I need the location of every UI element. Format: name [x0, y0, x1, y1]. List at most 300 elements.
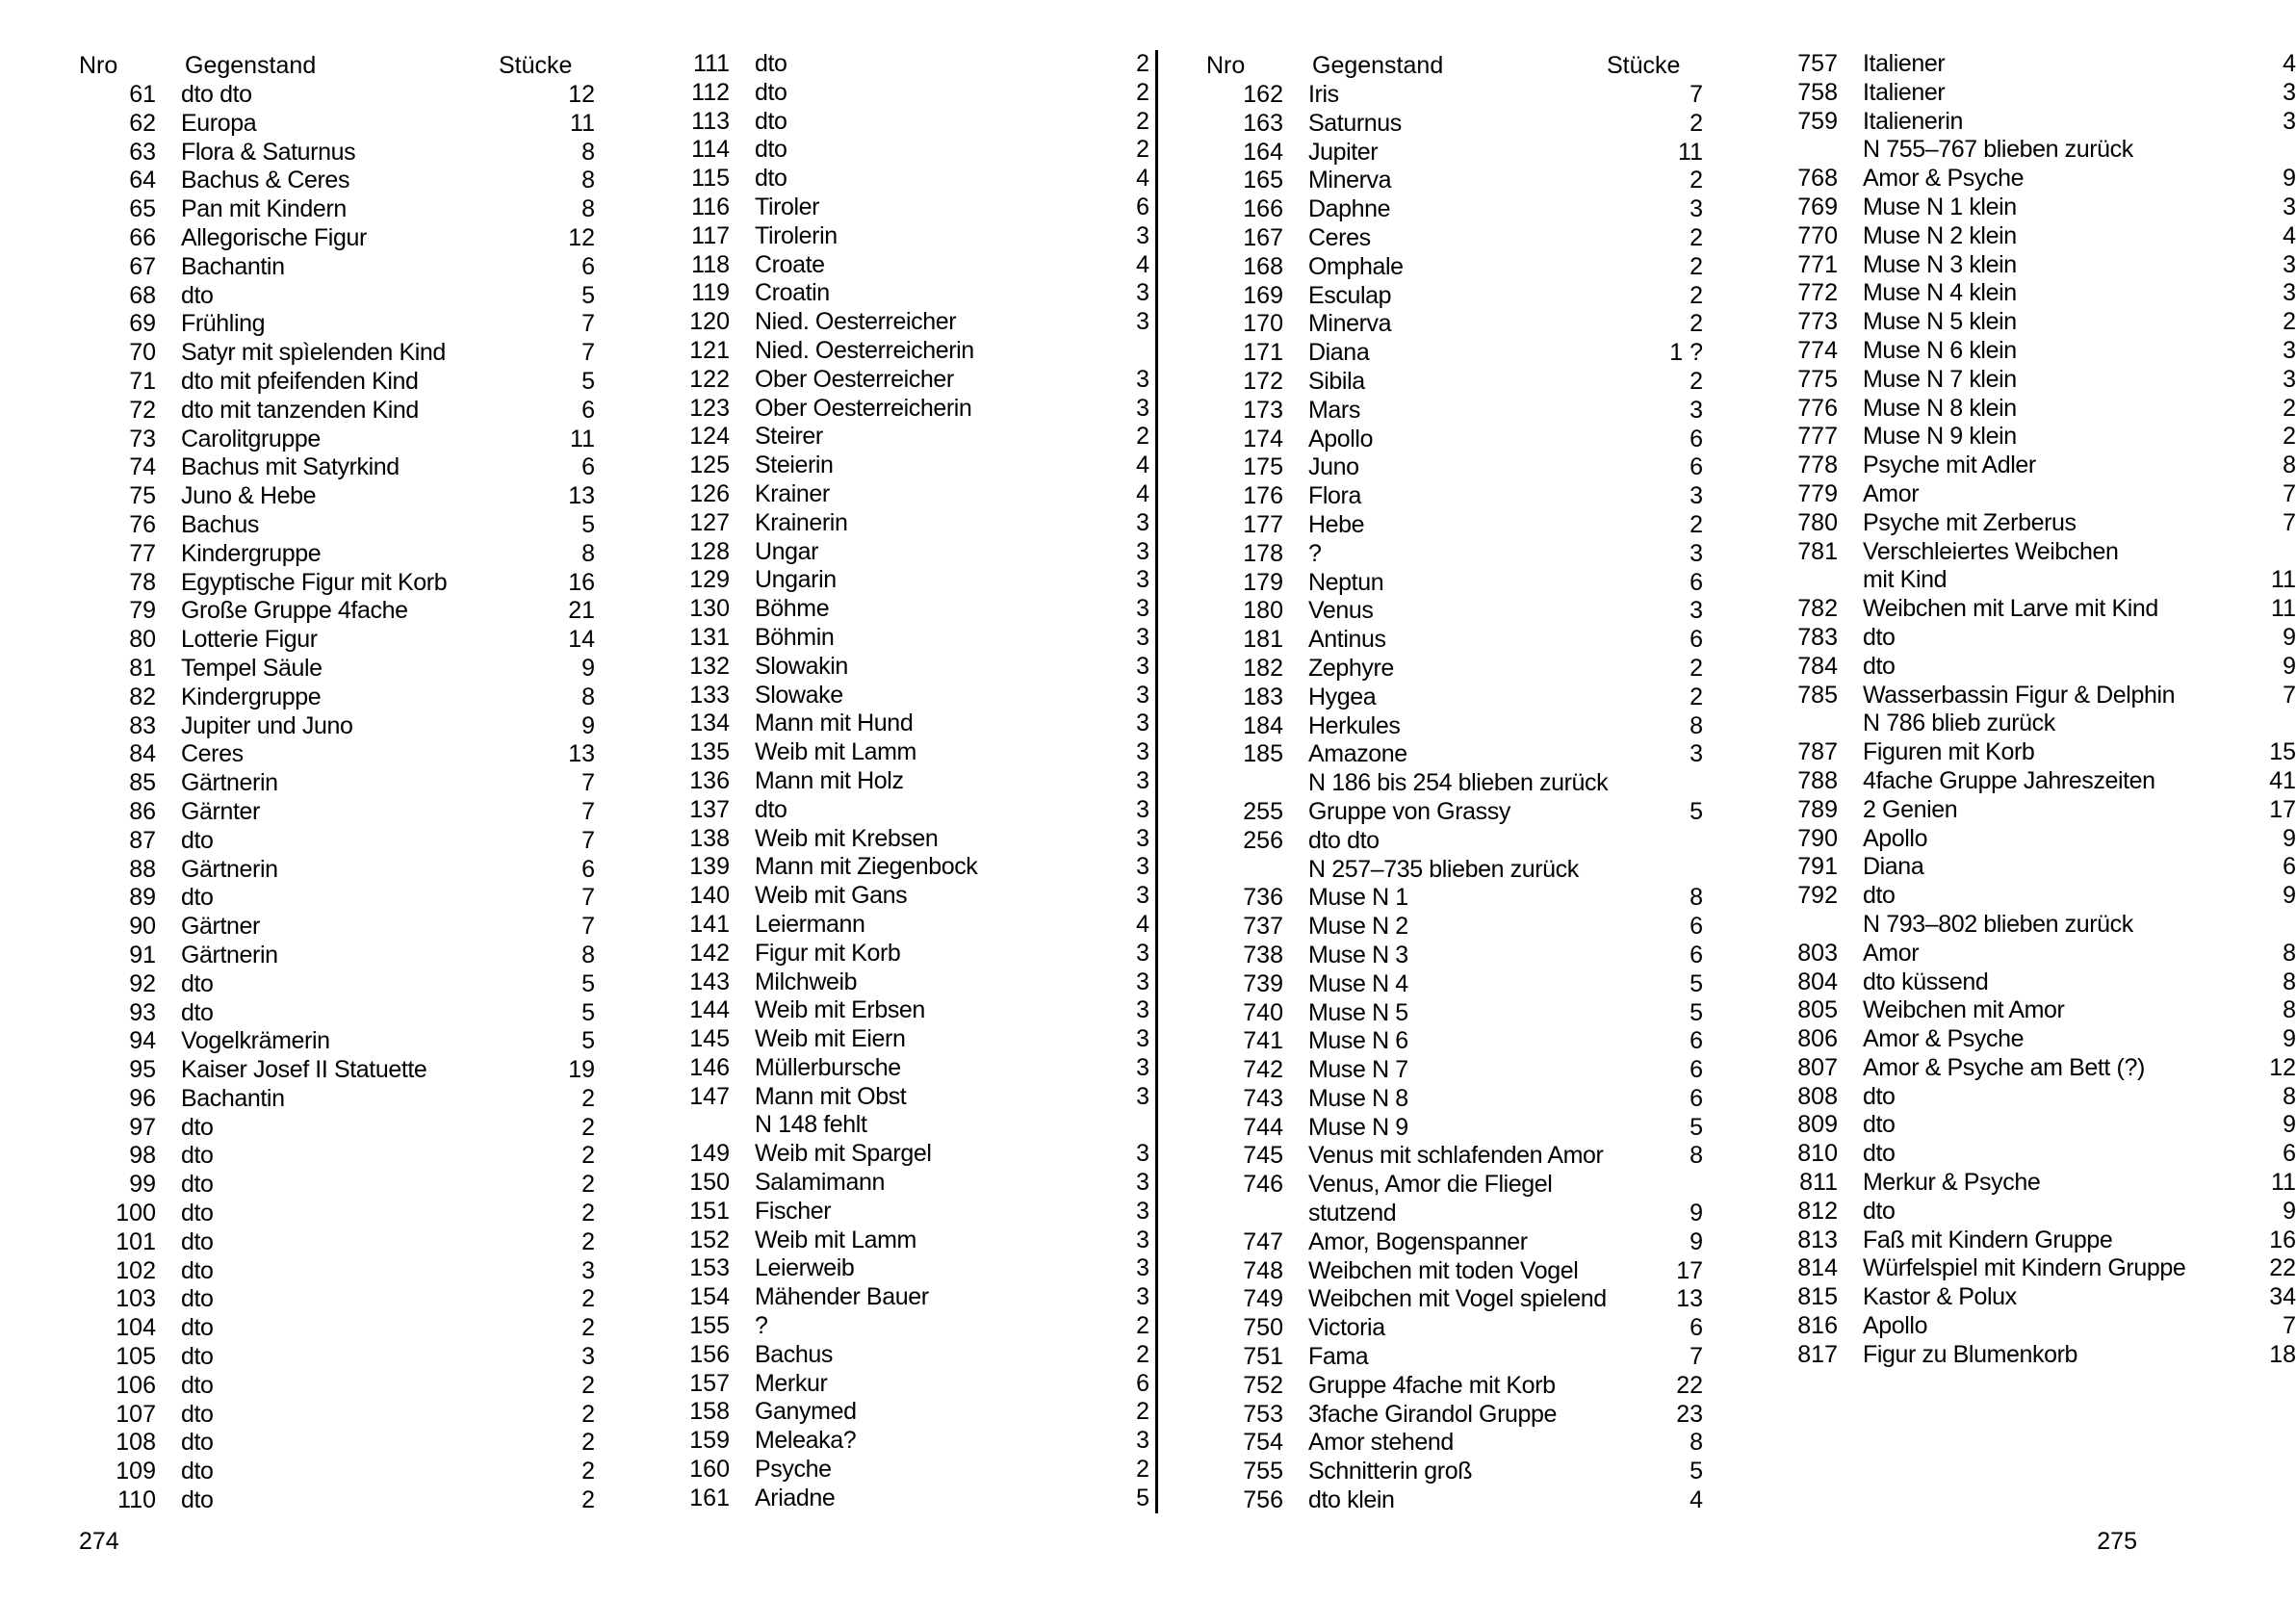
table-row	[1757, 366, 2296, 395]
cell-object: dto	[1863, 652, 1896, 680]
cell-pieces: 8	[2283, 452, 2296, 479]
cell-pieces: 3	[1136, 968, 1149, 995]
cell-pieces: 5	[581, 969, 595, 997]
table-row	[649, 308, 1149, 337]
cell-object: Muse N 6 klein	[1863, 336, 2017, 364]
table-row	[75, 1429, 595, 1458]
cell-pieces: 16	[2269, 1226, 2296, 1253]
table-row	[1202, 1257, 1703, 1286]
cell-object: Muse N 7 klein	[1863, 365, 2017, 393]
page-footer	[0, 1528, 2212, 1566]
cell-nro: 102	[116, 1256, 156, 1284]
cell-object: Figur zu Blumenkorb	[1863, 1340, 2078, 1368]
cell-pieces: 2	[1690, 367, 1703, 395]
cell-object: dto	[181, 826, 214, 854]
cell-object: dto dto	[1308, 826, 1380, 854]
cell-nro: 105	[116, 1343, 156, 1371]
cell-pieces: 11	[570, 425, 595, 452]
table-row	[649, 682, 1149, 710]
cell-nro: 150	[689, 1169, 730, 1197]
cell-pieces: 3	[1136, 1025, 1149, 1053]
cell-object: Bachus	[755, 1340, 833, 1368]
table-row	[649, 1054, 1149, 1083]
cell-object: Gärtnerin	[181, 769, 278, 797]
cell-nro: 754	[1243, 1429, 1283, 1457]
cell-nro: 109	[116, 1458, 156, 1485]
cell-nro: 147	[689, 1082, 730, 1110]
cell-nro: 775	[1797, 365, 1838, 393]
table-row	[75, 970, 595, 999]
cell-nro: 97	[129, 1113, 156, 1141]
cell-pieces: 2	[1136, 107, 1149, 135]
cell-pieces: 5	[581, 281, 595, 309]
table-row	[649, 251, 1149, 280]
cell-object: Frühling	[181, 310, 266, 338]
cell-object: Minerva	[1308, 310, 1392, 338]
cell-pieces: 34	[2269, 1283, 2296, 1311]
cell-pieces: 3	[1136, 508, 1149, 536]
table-row	[1757, 79, 2296, 108]
cell-pieces: 9	[1690, 1200, 1703, 1227]
table-row	[75, 626, 595, 655]
cell-pieces: 5	[1690, 797, 1703, 825]
cell-pieces: 6	[2283, 1140, 2296, 1168]
note-row	[1202, 769, 1703, 798]
cell-nro: 92	[129, 969, 156, 997]
cell-object: dto küssend	[1863, 968, 1989, 995]
cell-object: Muse N 4	[1308, 969, 1408, 997]
table-row	[649, 1169, 1149, 1198]
cell-nro: 77	[129, 539, 156, 567]
cell-nro: 181	[1243, 626, 1283, 654]
cell-pieces: 9	[2283, 1111, 2296, 1139]
table-row	[1757, 1312, 2296, 1341]
table-row	[1757, 996, 2296, 1025]
cell-pieces: 3	[581, 1256, 595, 1284]
cell-object: dto dto	[181, 81, 252, 108]
table-row	[75, 1200, 595, 1228]
cell-nro: 803	[1797, 939, 1838, 967]
cell-pieces: 9	[2283, 623, 2296, 651]
cell-pieces: 3	[1136, 795, 1149, 823]
cell-object: Tempel Säule	[181, 654, 322, 682]
cell-nro: 107	[116, 1400, 156, 1428]
cell-object: Muse N 9	[1308, 1113, 1408, 1141]
cell-pieces: 3	[1690, 740, 1703, 768]
cell-nro: 63	[129, 138, 156, 166]
table-row	[649, 50, 1149, 79]
table-row	[649, 882, 1149, 911]
table-row	[649, 825, 1149, 854]
cell-pieces: 3	[1136, 1427, 1149, 1455]
table-row	[75, 712, 595, 741]
cell-nro: 744	[1243, 1113, 1283, 1141]
cell-object: Amazone	[1308, 740, 1407, 768]
cell-nro: 175	[1243, 453, 1283, 481]
table-row	[649, 165, 1149, 194]
cell-pieces: 3	[2283, 78, 2296, 106]
cell-pieces: 12	[568, 81, 595, 108]
header-object: Gegenstand	[1312, 52, 1444, 79]
cell-object: Böhme	[755, 595, 830, 623]
table-row	[649, 653, 1149, 682]
cell-nro: 72	[129, 396, 156, 424]
cell-nro: 100	[116, 1200, 156, 1227]
table-row	[75, 426, 595, 454]
cell-object: Ungar	[755, 537, 819, 565]
cell-nro: 792	[1797, 882, 1838, 910]
cell-nro: 82	[129, 683, 156, 710]
cell-object: Italiener	[1863, 78, 1946, 106]
cell-pieces: 5	[581, 998, 595, 1026]
cell-pieces: 2	[1136, 1312, 1149, 1340]
cell-nro: 742	[1243, 1056, 1283, 1084]
table-row	[649, 853, 1149, 882]
cell-object: Kastor & Polux	[1863, 1283, 2017, 1311]
table-row	[1202, 884, 1703, 913]
table-row	[1202, 942, 1703, 970]
cell-nro: 120	[689, 308, 730, 336]
cell-nro: 145	[689, 1025, 730, 1053]
table-row	[1202, 224, 1703, 253]
table-row	[1202, 1085, 1703, 1114]
cell-object: Steirer	[755, 423, 823, 451]
cell-nro: 736	[1243, 884, 1283, 912]
table-row	[649, 996, 1149, 1025]
table-row	[1202, 397, 1703, 426]
cell-nro: 808	[1797, 1082, 1838, 1110]
cell-object: Slowake	[755, 681, 843, 709]
cell-pieces: 3	[2283, 279, 2296, 307]
cell-object: Milchweib	[755, 968, 858, 995]
cell-pieces: 13	[568, 482, 595, 510]
table-row	[1202, 426, 1703, 454]
table-row	[649, 566, 1149, 595]
cell-pieces: 7	[581, 826, 595, 854]
cell-nro: 743	[1243, 1084, 1283, 1112]
header-object: Gegenstand	[185, 52, 317, 79]
table-row	[75, 1027, 595, 1056]
table-row	[1757, 251, 2296, 280]
cell-object: dto	[181, 998, 214, 1026]
cell-nro: 771	[1797, 250, 1838, 278]
cell-pieces: 6	[581, 453, 595, 481]
table-row	[649, 1341, 1149, 1370]
table-row	[1202, 167, 1703, 195]
table-row	[1202, 913, 1703, 942]
header-pieces: Stücke	[499, 52, 573, 79]
table-row	[1757, 853, 2296, 882]
table-row	[1202, 1027, 1703, 1056]
cell-pieces: 3	[2283, 365, 2296, 393]
table-row	[649, 1312, 1149, 1341]
cell-pieces: 3	[1136, 394, 1149, 422]
cell-object: 2 Genien	[1863, 795, 1958, 823]
table-row	[649, 279, 1149, 308]
table-row	[1757, 882, 2296, 911]
cell-object: Schnitterin groß	[1308, 1458, 1473, 1485]
cell-object: Merkur	[755, 1369, 828, 1397]
cell-object: Italiener	[1863, 50, 1946, 77]
cell-pieces: 5	[581, 1027, 595, 1055]
cell-object: Gruppe 4fache mit Korb	[1308, 1371, 1556, 1399]
cell-pieces: 16	[568, 568, 595, 596]
note-row	[1202, 856, 1703, 885]
table-row	[649, 366, 1149, 395]
cell-nro: 155	[689, 1312, 730, 1340]
cell-nro: 163	[1243, 109, 1283, 137]
cell-object: Gärnter	[181, 797, 260, 825]
cell-nro: 782	[1797, 595, 1838, 623]
cell-object: Victoria	[1308, 1314, 1385, 1342]
cell-nro: 156	[689, 1340, 730, 1368]
cell-object: dto	[755, 795, 787, 823]
cell-nro: 152	[689, 1226, 730, 1253]
table-row	[649, 767, 1149, 796]
cell-nro: 165	[1243, 167, 1283, 194]
cell-nro: 139	[689, 853, 730, 881]
cell-pieces: 2	[581, 1227, 595, 1255]
cell-nro: 135	[689, 738, 730, 766]
cell-object: Ceres	[1308, 223, 1371, 251]
cell-nro: 69	[129, 310, 156, 338]
table-row	[649, 968, 1149, 997]
table-row	[1202, 110, 1703, 139]
cell-pieces: 6	[1690, 1056, 1703, 1084]
cell-nro: 129	[689, 566, 730, 594]
cell-object: Venus	[1308, 597, 1374, 625]
cell-pieces: 6	[1690, 626, 1703, 654]
cell-object: Ober Oesterreicher	[755, 365, 954, 393]
cell-nro: 80	[129, 626, 156, 654]
cell-nro: 772	[1797, 279, 1838, 307]
cell-nro: 87	[129, 826, 156, 854]
cell-nro: 122	[689, 365, 730, 393]
cell-nro: 130	[689, 595, 730, 623]
cell-nro: 255	[1243, 797, 1283, 825]
cell-object: Allegorische Figur	[181, 223, 367, 251]
cell-object: Omphale	[1308, 252, 1404, 280]
header-nro: Nro	[1206, 52, 1246, 79]
cell-pieces: 2	[1136, 136, 1149, 164]
cell-nro: 121	[689, 336, 730, 364]
header-nro: Nro	[79, 52, 118, 79]
cell-object: Kindergruppe	[181, 683, 322, 710]
table-row	[1757, 395, 2296, 424]
cell-object: Egyptische Figur mit Korb	[181, 568, 448, 596]
cell-pieces: 4	[1136, 165, 1149, 193]
table-row	[75, 798, 595, 827]
cell-pieces: 3	[1690, 195, 1703, 223]
cell-object: Bachantin	[181, 1084, 285, 1112]
table-row	[75, 1458, 595, 1486]
table-row	[1757, 452, 2296, 480]
cell-pieces: 2	[581, 1371, 595, 1399]
cell-pieces: 2	[581, 1171, 595, 1199]
cell-nro: 745	[1243, 1142, 1283, 1170]
cell-object: dto mit tanzenden Kind	[181, 396, 419, 424]
cell-object: Psyche mit Adler	[1863, 452, 2036, 479]
cell-nro: 170	[1243, 310, 1283, 338]
cell-object: Vogelkrämerin	[181, 1027, 330, 1055]
cell-nro: 806	[1797, 1025, 1838, 1053]
table-row	[1202, 1285, 1703, 1314]
cell-pieces: 2	[1690, 109, 1703, 137]
cell-pieces: 4	[2283, 50, 2296, 77]
cell-nro: 809	[1797, 1111, 1838, 1139]
table-row	[75, 1228, 595, 1257]
cell-pieces: 11	[2271, 595, 2296, 623]
table-row	[75, 1372, 595, 1401]
column-2	[595, 50, 1149, 1513]
table-row	[75, 1314, 595, 1343]
table-row	[1202, 453, 1703, 482]
cell-object: Muse N 3	[1308, 941, 1408, 968]
cell-object: dto	[755, 136, 787, 164]
note-row	[1757, 710, 2296, 738]
table-row	[1202, 655, 1703, 684]
cell-pieces: 6	[581, 252, 595, 280]
cell-object: Krainer	[755, 479, 830, 507]
cell-nro: 172	[1243, 367, 1283, 395]
cell-nro: 179	[1243, 568, 1283, 596]
table-row	[75, 310, 595, 339]
cell-nro: 70	[129, 339, 156, 367]
cell-pieces: 8	[581, 195, 595, 223]
cell-pieces: 2	[1690, 167, 1703, 194]
cell-nro: 168	[1243, 252, 1283, 280]
table-row	[1202, 253, 1703, 282]
cell-nro: 95	[129, 1056, 156, 1084]
table-row	[1757, 624, 2296, 653]
cell-object: Große Gruppe 4fache	[181, 597, 408, 625]
cell-pieces: 13	[1676, 1285, 1703, 1313]
cell-pieces: 4	[1136, 452, 1149, 479]
cell-object: Zephyre	[1308, 654, 1394, 682]
cell-object: Apollo	[1863, 824, 1928, 852]
cell-pieces: 2	[1136, 1340, 1149, 1368]
cell-pieces: 5	[1690, 1458, 1703, 1485]
cell-object: N 786 blieb zurück	[1863, 710, 2055, 737]
cell-pieces: 11	[2271, 1169, 2296, 1197]
cell-object: Slowakin	[755, 652, 848, 680]
table-row	[1757, 1198, 2296, 1227]
table-row	[1757, 1111, 2296, 1140]
cell-object: Faß mit Kindern Gruppe	[1863, 1226, 2113, 1253]
table-row	[1202, 798, 1703, 827]
cell-nro: 132	[689, 652, 730, 680]
table-row	[1202, 1429, 1703, 1458]
cell-nro: 183	[1243, 683, 1283, 710]
cell-pieces: 2	[581, 1285, 595, 1313]
cell-pieces: 5	[1136, 1484, 1149, 1511]
cell-nro: 146	[689, 1053, 730, 1081]
cell-nro: 777	[1797, 423, 1838, 451]
cell-object: Diana	[1308, 339, 1370, 367]
table-row	[1757, 1025, 2296, 1054]
cell-nro: 256	[1243, 826, 1283, 854]
cell-object: Antinus	[1308, 626, 1386, 654]
table-row	[1757, 940, 2296, 968]
cell-object: Amor & Psyche	[1863, 165, 2025, 193]
table-row	[1757, 108, 2296, 137]
cell-nro: 106	[116, 1371, 156, 1399]
cell-pieces: 8	[2283, 1082, 2296, 1110]
cell-pieces: 9	[1690, 1227, 1703, 1255]
cell-nro: 153	[689, 1254, 730, 1282]
cell-pieces: 17	[1676, 1256, 1703, 1284]
cell-object: Diana	[1863, 853, 1924, 881]
cell-nro: 177	[1243, 510, 1283, 538]
table-row	[649, 423, 1149, 452]
cell-nro: 158	[689, 1398, 730, 1426]
cell-object: dto	[181, 1113, 214, 1141]
cell-pieces: 2	[581, 1486, 595, 1514]
table-row	[1757, 423, 2296, 452]
cell-pieces: 3	[1136, 221, 1149, 249]
cell-nro: 182	[1243, 654, 1283, 682]
cell-pieces: 8	[581, 539, 595, 567]
cell-nro: 128	[689, 537, 730, 565]
table-row	[649, 595, 1149, 624]
table-row	[649, 1427, 1149, 1456]
cell-pieces: 2	[1690, 281, 1703, 309]
table-row	[649, 1025, 1149, 1054]
cell-object: Sibila	[1308, 367, 1365, 395]
cell-pieces: 9	[2283, 1197, 2296, 1225]
cell-pieces: 8	[2283, 996, 2296, 1024]
cell-pieces: 3	[1136, 652, 1149, 680]
cell-pieces: 23	[1676, 1400, 1703, 1428]
cell-pieces: 1 ?	[1669, 339, 1703, 367]
cell-nro: 753	[1243, 1400, 1283, 1428]
cell-object: Kindergruppe	[181, 539, 322, 567]
table-row	[1202, 310, 1703, 339]
cell-object: Venus mit schlafenden Amor	[1308, 1142, 1604, 1170]
cell-object: N 148 fehlt	[755, 1111, 867, 1139]
cell-object: Muse N 7	[1308, 1056, 1408, 1084]
cell-nro: 86	[129, 797, 156, 825]
cell-pieces: 2	[581, 1084, 595, 1112]
table-row	[649, 1140, 1149, 1169]
table-row	[649, 1370, 1149, 1399]
cell-nro: 757	[1797, 50, 1838, 77]
cell-pieces: 7	[581, 913, 595, 941]
cell-nro: 112	[691, 78, 730, 106]
cell-object: Pan mit Kindern	[181, 195, 347, 223]
cell-object: Muse N 9 klein	[1863, 423, 2017, 451]
cell-object: Mähender Bauer	[755, 1283, 929, 1311]
cell-pieces: 2	[2283, 308, 2296, 336]
cell-object: Esculap	[1308, 281, 1392, 309]
cell-object: Nied. Oesterreicher	[755, 308, 957, 336]
cell-nro: 178	[1243, 539, 1283, 567]
table-row	[1757, 165, 2296, 194]
cell-object: stutzend	[1308, 1200, 1397, 1227]
table-row	[649, 194, 1149, 222]
note-row	[1757, 136, 2296, 165]
cell-pieces: 2	[581, 1113, 595, 1141]
cell-pieces: 5	[1690, 998, 1703, 1026]
table-row	[1757, 825, 2296, 854]
cell-nro: 804	[1797, 968, 1838, 995]
cell-object: Hebe	[1308, 510, 1365, 538]
table-row	[75, 511, 595, 540]
table-row	[75, 1285, 595, 1314]
cell-nro: 171	[1243, 339, 1283, 367]
cell-object: Tiroler	[755, 193, 820, 220]
cell-object: dto	[755, 165, 787, 193]
